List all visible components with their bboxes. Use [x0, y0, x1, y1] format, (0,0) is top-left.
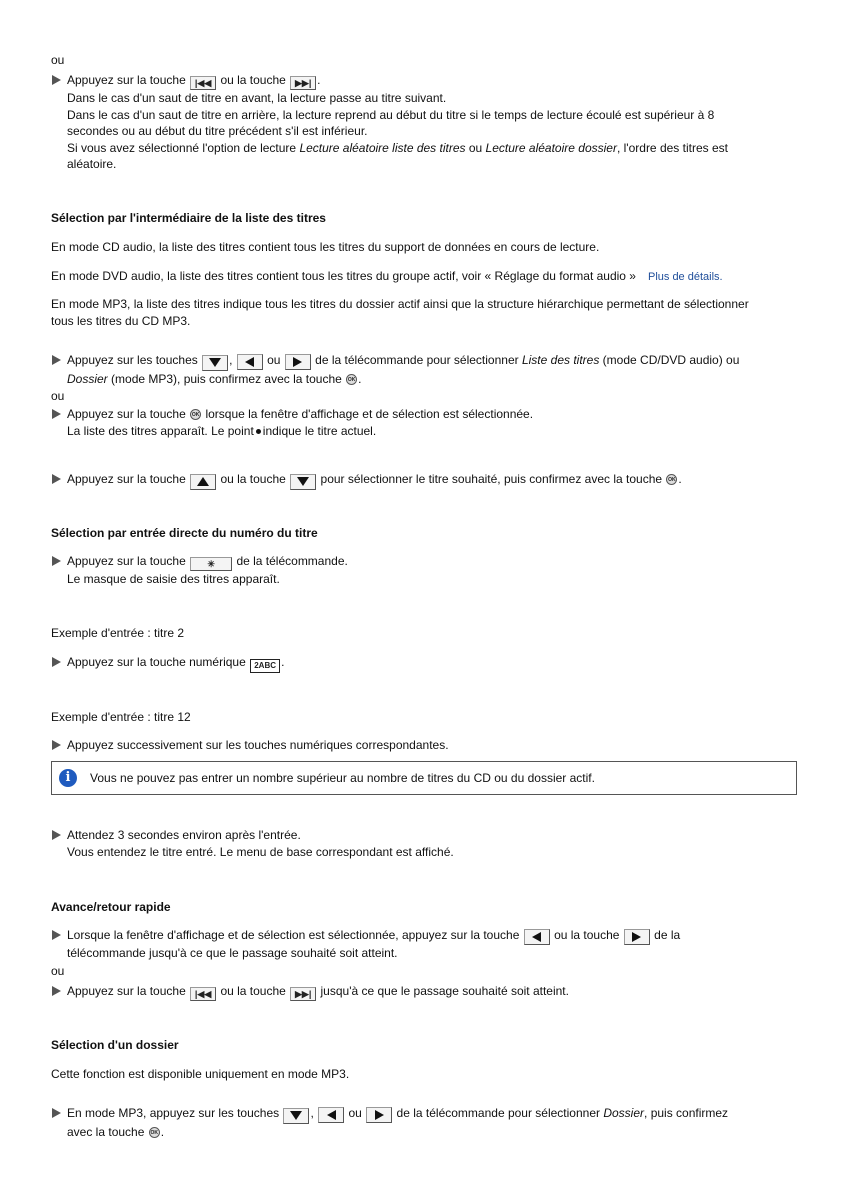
bullet-arrow-icon — [52, 740, 61, 750]
bullet-arrow-icon — [52, 1108, 61, 1118]
bullet-arrow-icon — [52, 556, 61, 566]
step-ff-keys: Appuyez sur la touche |◀◀ ou la touche ▶▶| jusqu'à ce que le passage souhaité soit atteint. — [51, 983, 797, 1001]
section-heading-track-list: Sélection par l'intermédiaire de la liste des titres — [51, 211, 326, 225]
bullet-arrow-icon — [52, 355, 61, 365]
ok-button-icon: OK — [346, 374, 357, 385]
up-key-icon — [190, 474, 216, 490]
step-star-key: Appuyez sur la touche ✳ de la télécommande. Le masque de saisie des titres apparaît. — [51, 553, 797, 588]
section-heading-folder: Sélection d'un dossier — [51, 1038, 179, 1052]
bullet-arrow-icon — [52, 986, 61, 996]
example-title-12: Exemple d'entrée : titre 12 — [51, 710, 191, 724]
bullet-arrow-icon — [52, 474, 61, 484]
step-track-skip: Appuyez sur la touche |◀◀ ou la touche ▶▶| . Dans le cas d'un saut de titre en avant, la lecture passe au titre suivant. Dans le cas d'un saut de titre en arrière, la lecture reprend au début du titre si le temps de lecture écoulé est supérieur à 8 secondes ou au début du titre précédent s'il est inférieur. Si vous avez sélectionné l'option de lecture Lecture aléatoire liste des titres ou Lecture aléatoire dossier, l'ordre des titres est aléatoire. — [51, 72, 797, 173]
bullet-arrow-icon — [52, 75, 61, 85]
bullet-arrow-icon — [52, 657, 61, 667]
prev-track-key-icon: |◀◀ — [190, 76, 216, 90]
paragraph-dvd-audio: En mode DVD audio, la liste des titres contient tous les titres du groupe actif, voir « Réglage du format audio » Plus de détails. — [51, 269, 723, 283]
or-separator: ou — [51, 389, 65, 403]
step-ok-track-list: Appuyez sur la touche OK lorsque la fenêtre d'affichage et de sélection est sélectionnée. La liste des titres apparaît. Le point indique le titre actuel. — [51, 406, 797, 439]
bullet-arrow-icon — [52, 830, 61, 840]
step-select-folder: En mode MP3, appuyez sur les touches , ou de la télécommande pour sélectionner Dossier, puis confirmez avec la touche OK . — [51, 1105, 797, 1141]
down-key-icon — [290, 474, 316, 490]
more-details-link[interactable]: Plus de détails. — [647, 271, 723, 283]
paragraph-mp3-only: Cette fonction est disponible uniquement en mode MP3. — [51, 1067, 350, 1081]
next-track-key-icon: ▶▶| — [290, 987, 316, 1001]
numeric-2-key-icon: 2ABC — [250, 659, 280, 673]
step-select-track: Appuyez sur la touche ou la touche pour sélectionner le titre souhaité, puis confirmez avec la touche OK . — [51, 471, 797, 490]
next-track-key-icon: ▶▶| — [290, 76, 316, 90]
paragraph-mp3: En mode MP3, la liste des titres indique tous les titres du dossier actif ainsi que la structure hiérarchique permettant de sélectionner tous les titres du CD MP3. — [51, 297, 749, 328]
prev-track-key-icon: |◀◀ — [190, 987, 216, 1001]
step-wait: Attendez 3 secondes environ après l'entrée. Vous entendez le titre entré. Le menu de base correspondant est affiché. — [51, 827, 797, 860]
current-track-dot-icon — [256, 429, 261, 434]
step-select-track-list: Appuyez sur les touches , ou de la télécommande pour sélectionner Liste des titres (mode CD/DVD audio) ou Dossier (mode MP3), puis confirmez avec la touche OK . — [51, 352, 797, 388]
star-key-icon: ✳ — [190, 557, 232, 571]
left-key-icon — [524, 929, 550, 945]
right-key-icon — [285, 354, 311, 370]
or-separator: ou — [51, 964, 65, 978]
paragraph-cd-audio: En mode CD audio, la liste des titres contient tous les titres du support de données en cours de lecture. — [51, 240, 600, 254]
left-key-icon — [237, 354, 263, 370]
right-key-icon — [624, 929, 650, 945]
ok-button-icon: OK — [149, 1127, 160, 1138]
down-key-icon — [202, 355, 228, 371]
example-title-2: Exemple d'entrée : titre 2 — [51, 626, 185, 640]
info-icon: i — [59, 769, 77, 787]
step-numeric-key: Appuyez sur la touche numérique 2ABC . — [51, 654, 797, 673]
section-heading-fast-forward: Avance/retour rapide — [51, 900, 171, 914]
down-key-icon — [283, 1108, 309, 1124]
ok-button-icon: OK — [666, 474, 677, 485]
ok-button-icon: OK — [190, 409, 201, 420]
left-key-icon — [318, 1107, 344, 1123]
right-key-icon — [366, 1107, 392, 1123]
step-successive-keys: Appuyez successivement sur les touches numériques correspondantes. — [51, 737, 797, 754]
bullet-arrow-icon — [52, 409, 61, 419]
or-separator: ou — [51, 53, 65, 67]
bullet-arrow-icon — [52, 930, 61, 940]
step-ff-remote: Lorsque la fenêtre d'affichage et de sélection est sélectionnée, appuyez sur la touche ou la touche de la télécommande jusqu'à ce que le passage souhaité soit atteint. — [51, 927, 797, 962]
info-note-box: i Vous ne pouvez pas entrer un nombre supérieur au nombre de titres du CD ou du dossier actif. — [51, 761, 797, 795]
section-heading-direct-entry: Sélection par entrée directe du numéro du titre — [51, 526, 318, 540]
